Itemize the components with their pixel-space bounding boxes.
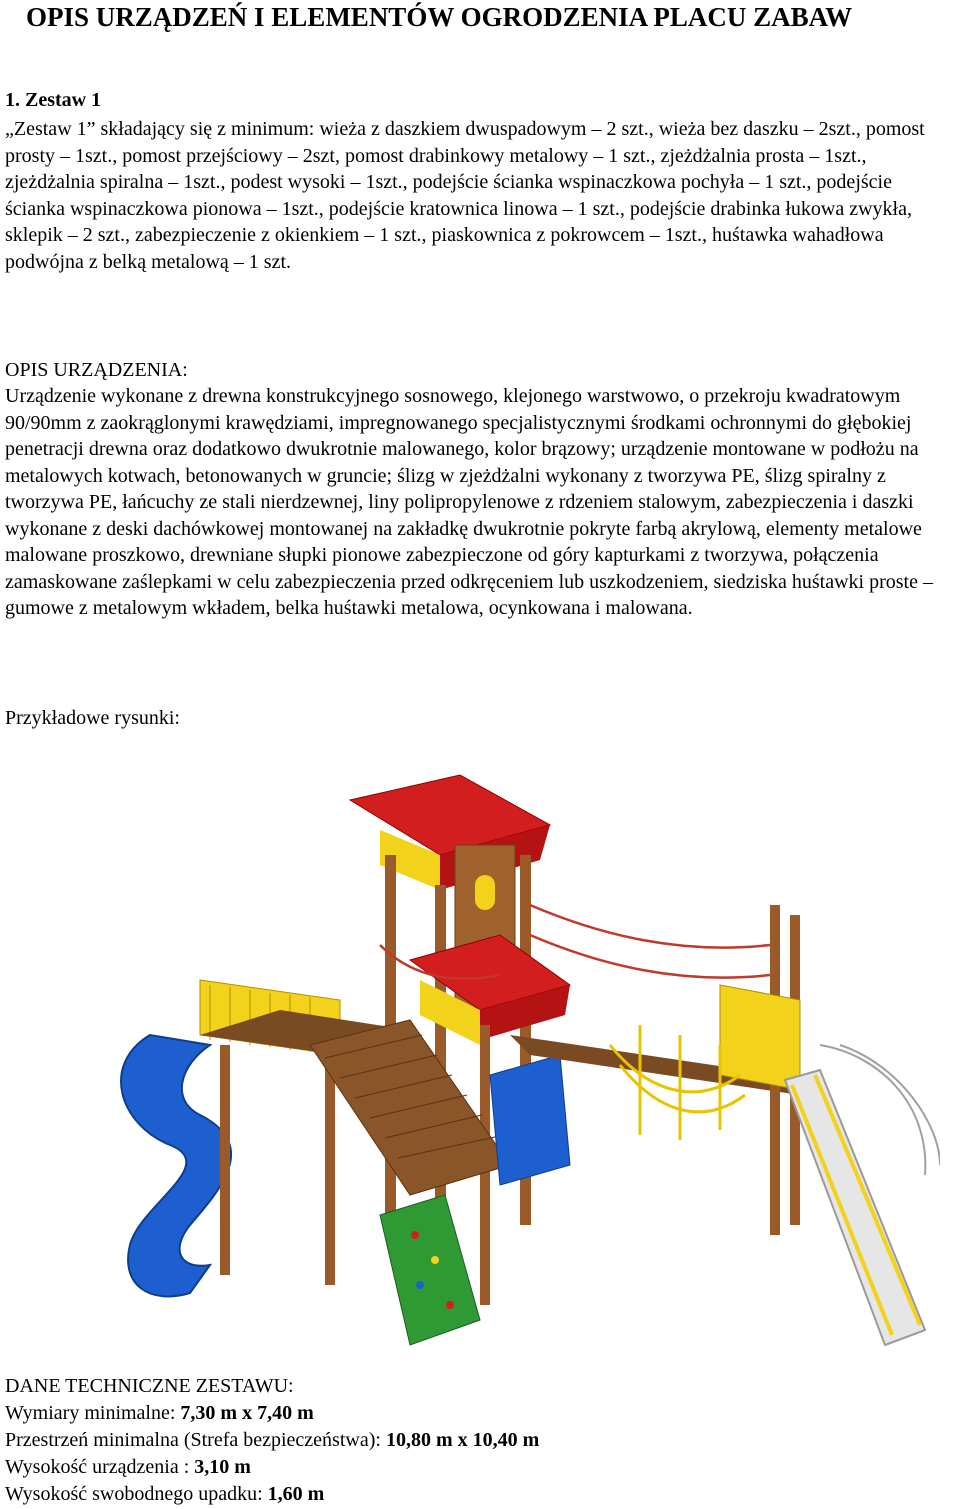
tech-label: Wymiary minimalne:	[5, 1402, 181, 1424]
tech-value: 1,60 m	[267, 1483, 325, 1505]
spiral-slide	[121, 1035, 231, 1296]
document-title: OPIS URZĄDZEŃ I ELEMENTÓW OGRODZENIA PLACU ZABAW	[26, 2, 853, 32]
tech-row-safety-zone	[5, 1427, 539, 1454]
straight-slide	[785, 1070, 925, 1345]
technical-data-heading: DANE TECHNICZNE ZESTAWU:	[5, 1375, 294, 1397]
tech-label: Wysokość urządzenia :	[5, 1456, 195, 1478]
tech-value: 3,10 m	[194, 1456, 251, 1478]
tech-row-dimensions	[5, 1400, 539, 1427]
technical-data	[5, 1373, 539, 1508]
climbing-wall	[380, 1195, 480, 1345]
tech-value: 10,80 m x 10,40 m	[385, 1429, 540, 1451]
tech-row-height	[5, 1454, 539, 1481]
right-structure	[490, 905, 800, 1235]
drawings-label: Przykładowe rysunki:	[5, 707, 180, 729]
tech-row-fall-height	[5, 1481, 539, 1508]
tech-label: Przestrzeń minimalna (Strefa bezpieczeństwa):	[5, 1429, 386, 1451]
section-heading: 1. Zestaw 1	[5, 89, 102, 111]
set-composition-text: „Zestaw 1” składający się z minimum: wieża z daszkiem dwuspadowym – 2 szt., wieża bez daszku – 2szt., pomost prosty – 1szt., pomost przejściowy – 2szt, pomost drabinkowy metalowy – 1 szt., zjeżdżalnia prosta – 1szt., zjeżdżalnia spiralna – 1szt., podest wysoki – 1szt., podejście ścianka wspinaczkowa pochyła – 1 szt., podejście ścianka wspinaczkowa pionowa – 1szt., podejście kratownica linowa – 1 szt., podejście drabinka łukowa zwykła, sklepik – 2 szt., zabezpieczenie z okienkiem – 1 szt., piaskownica z pokrowcem – 1szt., huśtawka wahadłowa podwójna z belką metalową – 1 szt.	[5, 118, 925, 273]
description-text: Urządzenie wykonane z drewna konstrukcyjnego sosnowego, klejonego warstwowo, o przekroju kwadratowym 90/90mm z zaokrąglonymi krawędziami, impregnowanego specjalistycznymi środkami ochronnymi do głębokiej penetracji drewna oraz dodatkowo dwukrotnie malowanego, kolor brązowy; urządzenie montowane w podłożu na metalowych kotwach, betonowanych w gruncie; ślizg w zjeżdżalni wykonany z tworzywa PE, ślizg spiralny z tworzywa PE, łańcuchy ze stali nierdzewnej, liny polipropylenowe z rdzeniem stalowym, zabezpieczenia i daszki wykonane z deski dachówkowej montowanej na zakładkę dwukrotnie pokryte farbą akrylową, elementy metalowe malowane proszkowo, drewniane słupki pionowe zabezpieczone od góry kapturkami z tworzywa, połączenia zamaskowane zaślepkami w celu zabezpieczenia przed odkręceniem lub uszkodzeniem, siedziska huśtawki proste – gumowe z metalowym wkładem, belka huśtawki metalowa, ocynkowana i malowana.	[5, 385, 933, 619]
tech-value: 7,30 m x 7,40 m	[180, 1402, 314, 1424]
tech-label: Wysokość swobodnego upadku:	[5, 1483, 268, 1505]
playground-illustration	[80, 745, 940, 1360]
description-label: OPIS URZĄDZENIA:	[5, 359, 188, 381]
